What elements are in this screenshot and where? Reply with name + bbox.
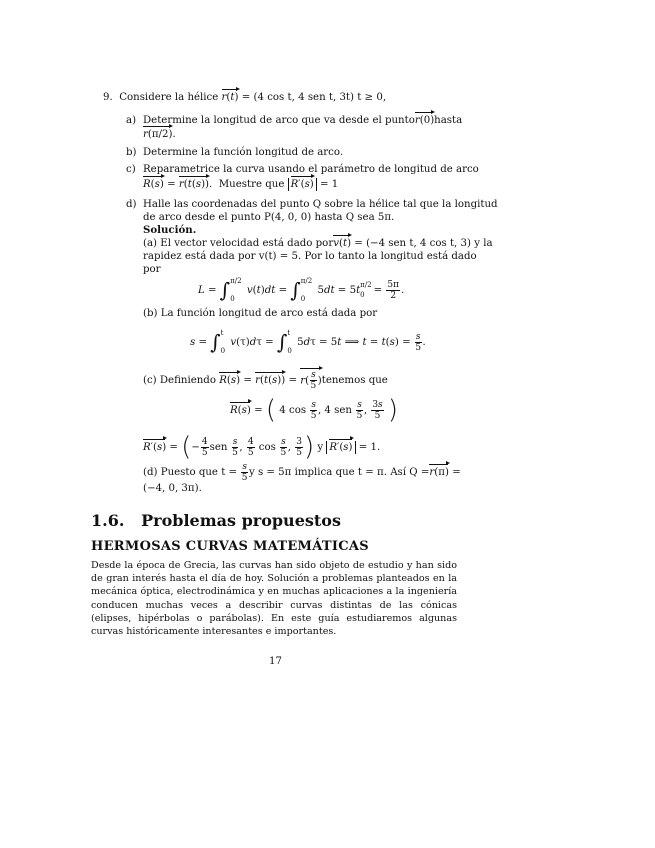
- solution-c-line: (c) Definiendo R(s) = r(t(s)) = r( $\frac{s}{5}$ ) tenemos que: [143, 370, 388, 391]
- helix-equation: = (4 cos t, 4 sen t, 3t) t ≥ 0,: [241, 92, 387, 103]
- item-c-text: Reparametrice la curva usando el parámetro de longitud de arco: [143, 164, 479, 175]
- subsection-heading: HERMOSAS CURVAS MATEMÁTICAS: [91, 539, 369, 554]
- item-a-line1: [143, 114, 463, 127]
- equation-arc-function: s = ∫ t 0 v (τ) d τ = ∫ t 0 5 d τ = 5 t ⟹ t = t ( s ) = $\frac{s}{5}$ .: [190, 329, 426, 355]
- section-heading: [91, 512, 341, 530]
- equation-R-s: R(s) = ( 4 cos $\frac{s}{5}$ , 4 sen $\frac{s}{5}$ , $\frac{3s}{5}$ ): [230, 395, 399, 425]
- solution-b-line: (b) La función longitud de arco está dada por: [143, 308, 378, 319]
- section-number: 1.6.: [91, 511, 125, 530]
- item-a-label: a): [126, 115, 137, 126]
- problem-number: 9.: [103, 92, 113, 103]
- page-number: 17: [269, 656, 282, 667]
- equation-R-prime: R′(s) = ( − $\frac{4}{5}$ sen $\frac{s}{5}$ , $\frac{4}{5}$ cos $\frac{s}{5}$ , $\frac{3}{5}$ ) y R′(s) = 1.: [143, 432, 381, 462]
- item-b-label: b): [126, 147, 137, 158]
- equation-arc-length: L = ∫ π/2 0 v ( t ) dt = ∫ π/2 0 5 dt = 5 t π/2 0 = $\frac{5\pi}{2}$ .: [198, 277, 405, 303]
- item-d-label: d): [126, 199, 137, 210]
- norm-r-prime: R′(s): [288, 178, 317, 191]
- item-a-text: Determine la longitud de arco que va desde el punto: [143, 115, 415, 126]
- item-d-line1: Halle las coordenadas del punto Q sobre la hélice tal que la longitud: [143, 199, 498, 210]
- item-a-end: hasta: [434, 115, 463, 126]
- intro-paragraph: Desde la época de Grecia, las curvas han sido objeto de estudio y han sido de gran interés hasta el día de hoy. Solución a problemas planteados en la mecánica óptica, electrodinámica y en muchas aplicaciones a la ingeniería conducen muchas veces a describir curvas distintas de las cónicas (elipses, hipérbolas o parábolas). En este guía estudiaremos algunas curvas históricamente interesantes e importantes.: [91, 560, 457, 638]
- solution-a-line2: rapidez está dada por v(t) = 5. Por lo tanto la longitud está dado: [143, 251, 477, 262]
- solution-d-line2: (−4, 0, 3π).: [143, 483, 202, 494]
- item-c-label: c): [126, 164, 136, 175]
- vector-r-t: r(t): [221, 92, 239, 103]
- solution-a-line3: por: [143, 264, 161, 275]
- vector-r-pi2: r(π/2): [143, 129, 173, 140]
- solution-a-line1: (a) El vector velocidad está dado por v(t) = (−4 sen t, 4 cos t, 3) y la: [143, 238, 493, 249]
- item-b-text: Determine la función longitud de arco.: [143, 147, 344, 158]
- item-d-line2: de arco desde el punto P(4, 0, 0) hasta Q sea 5π.: [143, 212, 395, 223]
- solution-d-line1: (d) Puesto que t = $\frac{s}{5}$ y s = 5π implica que t = π. Así Q = r(π) =: [143, 461, 461, 483]
- item-c-line2: R(s) = r(t(s)). Muestre que R′(s) = 1: [143, 179, 339, 190]
- vector-v-t: v(t): [333, 238, 352, 249]
- vector-r-0: r(0): [414, 115, 435, 126]
- item-c-show: Muestre que: [218, 179, 285, 190]
- item-a-line2: r(π/2).: [143, 129, 176, 140]
- problem-intro: Considere la hélice: [119, 92, 219, 103]
- problem-statement: [103, 91, 386, 104]
- section-title: Problemas propuestos: [141, 511, 341, 530]
- solution-heading: Solución.: [143, 224, 197, 236]
